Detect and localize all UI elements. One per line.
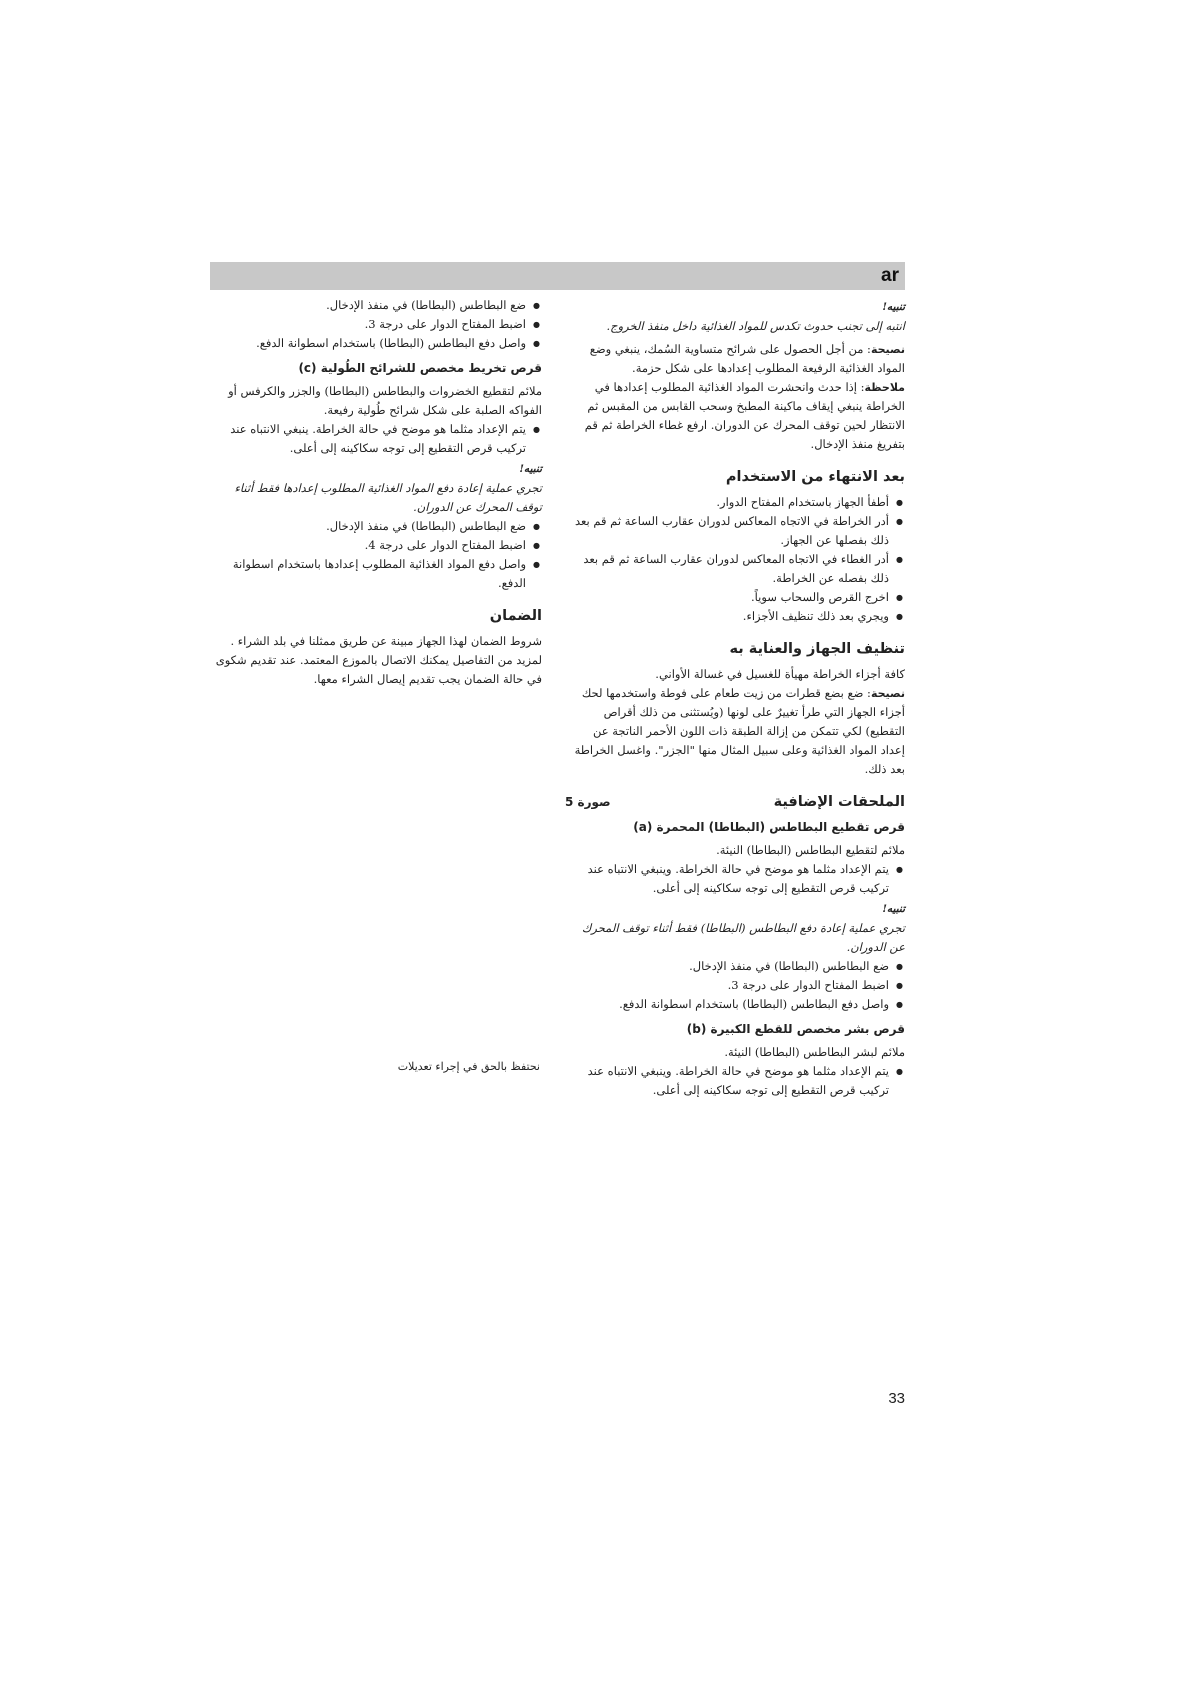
- section-heading-warranty: الضمان: [489, 608, 542, 624]
- list-item: ● ضع البطاطس (البطاطا) في منفذ الإدخال.: [210, 517, 542, 536]
- tip-text: : من أجل الحصول على شرائح متساوية السُمك، ينبغي وضع المواد الغذائية الرفيعة المطلوب إعدادها على شكل حزمة.: [589, 342, 905, 375]
- list-item: ● اخرج القرص والسحاب سوياً.: [565, 588, 905, 607]
- list-item: ● اضبط المفتاح الدوار على درجة 3.: [565, 976, 905, 995]
- disc-b-steps: [210, 296, 542, 353]
- list-item: ● واصل دفع البطاطس (البطاطا) باستخدام اسطوانة الدفع.: [565, 995, 905, 1014]
- warning-text: تجري عملية إعادة دفع المواد الغذائية المطلوب إعدادها فقط أثناء توقف المحرك عن الدوران.: [234, 481, 542, 514]
- list-item: ● أدر الخراطة في الاتجاه المعاكس لدوران عقارب الساعة ثم قم بعد ذلك بفصلها عن الجهاز.: [565, 512, 905, 550]
- right-column: [565, 296, 905, 1100]
- tip-label: نصيحة: [870, 343, 905, 356]
- disc-c-text: ملائم لتقطيع الخضروات والبطاطس (البطاطا) والجزر والكرفس أو الفواكه الصلبة على شكل شرائح طُولية رفيعة.: [228, 384, 542, 417]
- list-item: ● ويجري بعد ذلك تنظيف الأجزاء.: [565, 607, 905, 626]
- after-use-list: [565, 493, 905, 626]
- subheading-disc-c: قرص تخريط مخصص للشرائح الطُولية (c): [298, 361, 542, 375]
- section-heading-accessories: الملحقات الإضافية: [773, 794, 905, 810]
- warranty-text: شروط الضمان لهذا الجهاز مبينة عن طريق ممثلنا في بلد الشراء . لمزيد من التفاصيل يمكنك الاتصال بالموزع المعتمد. عند تقديم شكوى في حالة الضمان يجب تقديم إيصال الشراء معها.: [215, 634, 542, 686]
- note-text: : إذا حدث وانحشرت المواد الغذائية المطلوب إعدادها في الخراطة ينبغي إيقاف ماكينة المطبخ وسحب القابس من المقبس ثم الانتظار لحين توقف المحرك عن الدوران. ارفع غطاء الخراطة ثم قم بتفريغ منفذ الإدخال.: [584, 380, 905, 451]
- list-item: ● ضع البطاطس (البطاطا) في منفذ الإدخال.: [565, 957, 905, 976]
- section-header-bar: [210, 262, 905, 290]
- note-paragraph: [565, 378, 905, 454]
- list-item: ● اضبط المفتاح الدوار على درجة 4.: [210, 536, 542, 555]
- list-item: ● يتم الإعداد مثلما هو موضح في حالة الخراطة. وينبغي الانتباه عند تركيب قرص التقطيع إلى توجه سكاكينه إلى أعلى.: [565, 1062, 905, 1100]
- list-item: ● أدر الغطاء في الاتجاه المعاكس لدوران عقارب الساعة ثم قم بعد ذلك بفصله عن الخراطة.: [565, 550, 905, 588]
- section-heading-after-use: بعد الانتهاء من الاستخدام: [725, 469, 905, 485]
- list-item: ● يتم الإعداد مثلما هو موضح في حالة الخراطة. ينبغي الانتباه عند تركيب قرص التقطيع إلى توجه سكاكينه إلى أعلى.: [210, 420, 542, 458]
- tip-text: : ضع بضع قطرات من زيت طعام على فوطة واستخدمها لحك أجزاء الجهاز التي طرأ تغييرٌ على لونها (ويُستثنى من ذلك أقراص التقطيع) لكي تتمكن من إزالة الطبقة ذات اللون الأحمر الناتجة عن إعداد المواد الغذائية وعلى سبيل المثال منها "الجزر". واغسل الخراطة بعد ذلك.: [574, 686, 905, 776]
- warning-label: تنبيه!: [882, 903, 905, 915]
- warning-label: تنبيه!: [882, 301, 905, 313]
- disc-c-steps: [210, 517, 542, 593]
- warning-text: تجري عملية إعادة دفع البطاطس (البطاطا) فقط أثناء توقف المحرك عن الدوران.: [581, 921, 905, 954]
- disc-b-list: [565, 1062, 905, 1100]
- list-item: ● واصل دفع المواد الغذائية المطلوب إعدادها باستخدام اسطوانة الدفع.: [210, 555, 542, 593]
- left-column: [210, 296, 542, 689]
- disc-a-steps: [565, 957, 905, 1014]
- subheading-disc-b: قرص بشر مخصص للقطع الكبيرة (b): [686, 1022, 905, 1036]
- note-label: ملاحظة: [864, 381, 905, 394]
- language-code: ar: [881, 265, 899, 286]
- warning-text: انتبه إلى تجنب حدوث تكدس للمواد الغذائية داخل منفذ الخروج.: [606, 319, 905, 333]
- disc-a-list: [565, 860, 905, 898]
- disc-a-text: ملائم لتقطيع البطاطس (البطاطا) النيئة.: [716, 843, 905, 857]
- subheading-disc-a: قرص تقطيع البطاطس (البطاطا) المحمرة (a): [633, 820, 905, 834]
- section-heading-cleaning: تنظيف الجهاز والعناية به: [729, 641, 905, 657]
- list-item: ● ضع البطاطس (البطاطا) في منفذ الإدخال.: [210, 296, 542, 315]
- disc-c-list: [210, 420, 542, 458]
- warning-label: تنبيه!: [519, 463, 542, 475]
- rights-reserved-note: نحتفظ بالحق في إجراء تعديلات: [397, 1060, 540, 1073]
- list-item: ● واصل دفع البطاطس (البطاطا) باستخدام اسطوانة الدفع.: [210, 334, 542, 353]
- page-number: 33: [888, 1390, 905, 1407]
- disc-b-text: ملائم لبشر البطاطس (البطاطا) النيئة.: [724, 1045, 905, 1059]
- figure-reference: صورة 5: [565, 795, 611, 809]
- tip-label: نصيحة: [870, 687, 905, 700]
- tip-paragraph: [565, 340, 905, 378]
- list-item: ● أطفأ الجهاز باستخدام المفتاح الدوار.: [565, 493, 905, 512]
- cleaning-text: كافة أجزاء الخراطة مهيأة للغسيل في غسالة الأواني.: [655, 667, 905, 681]
- list-item: ● يتم الإعداد مثلما هو موضح في حالة الخراطة. وينبغي الانتباه عند تركيب قرص التقطيع إلى توجه سكاكينه إلى أعلى.: [565, 860, 905, 898]
- accessories-heading-row: [565, 793, 905, 812]
- list-item: ● اضبط المفتاح الدوار على درجة 3.: [210, 315, 542, 334]
- cleaning-tip: [565, 684, 905, 779]
